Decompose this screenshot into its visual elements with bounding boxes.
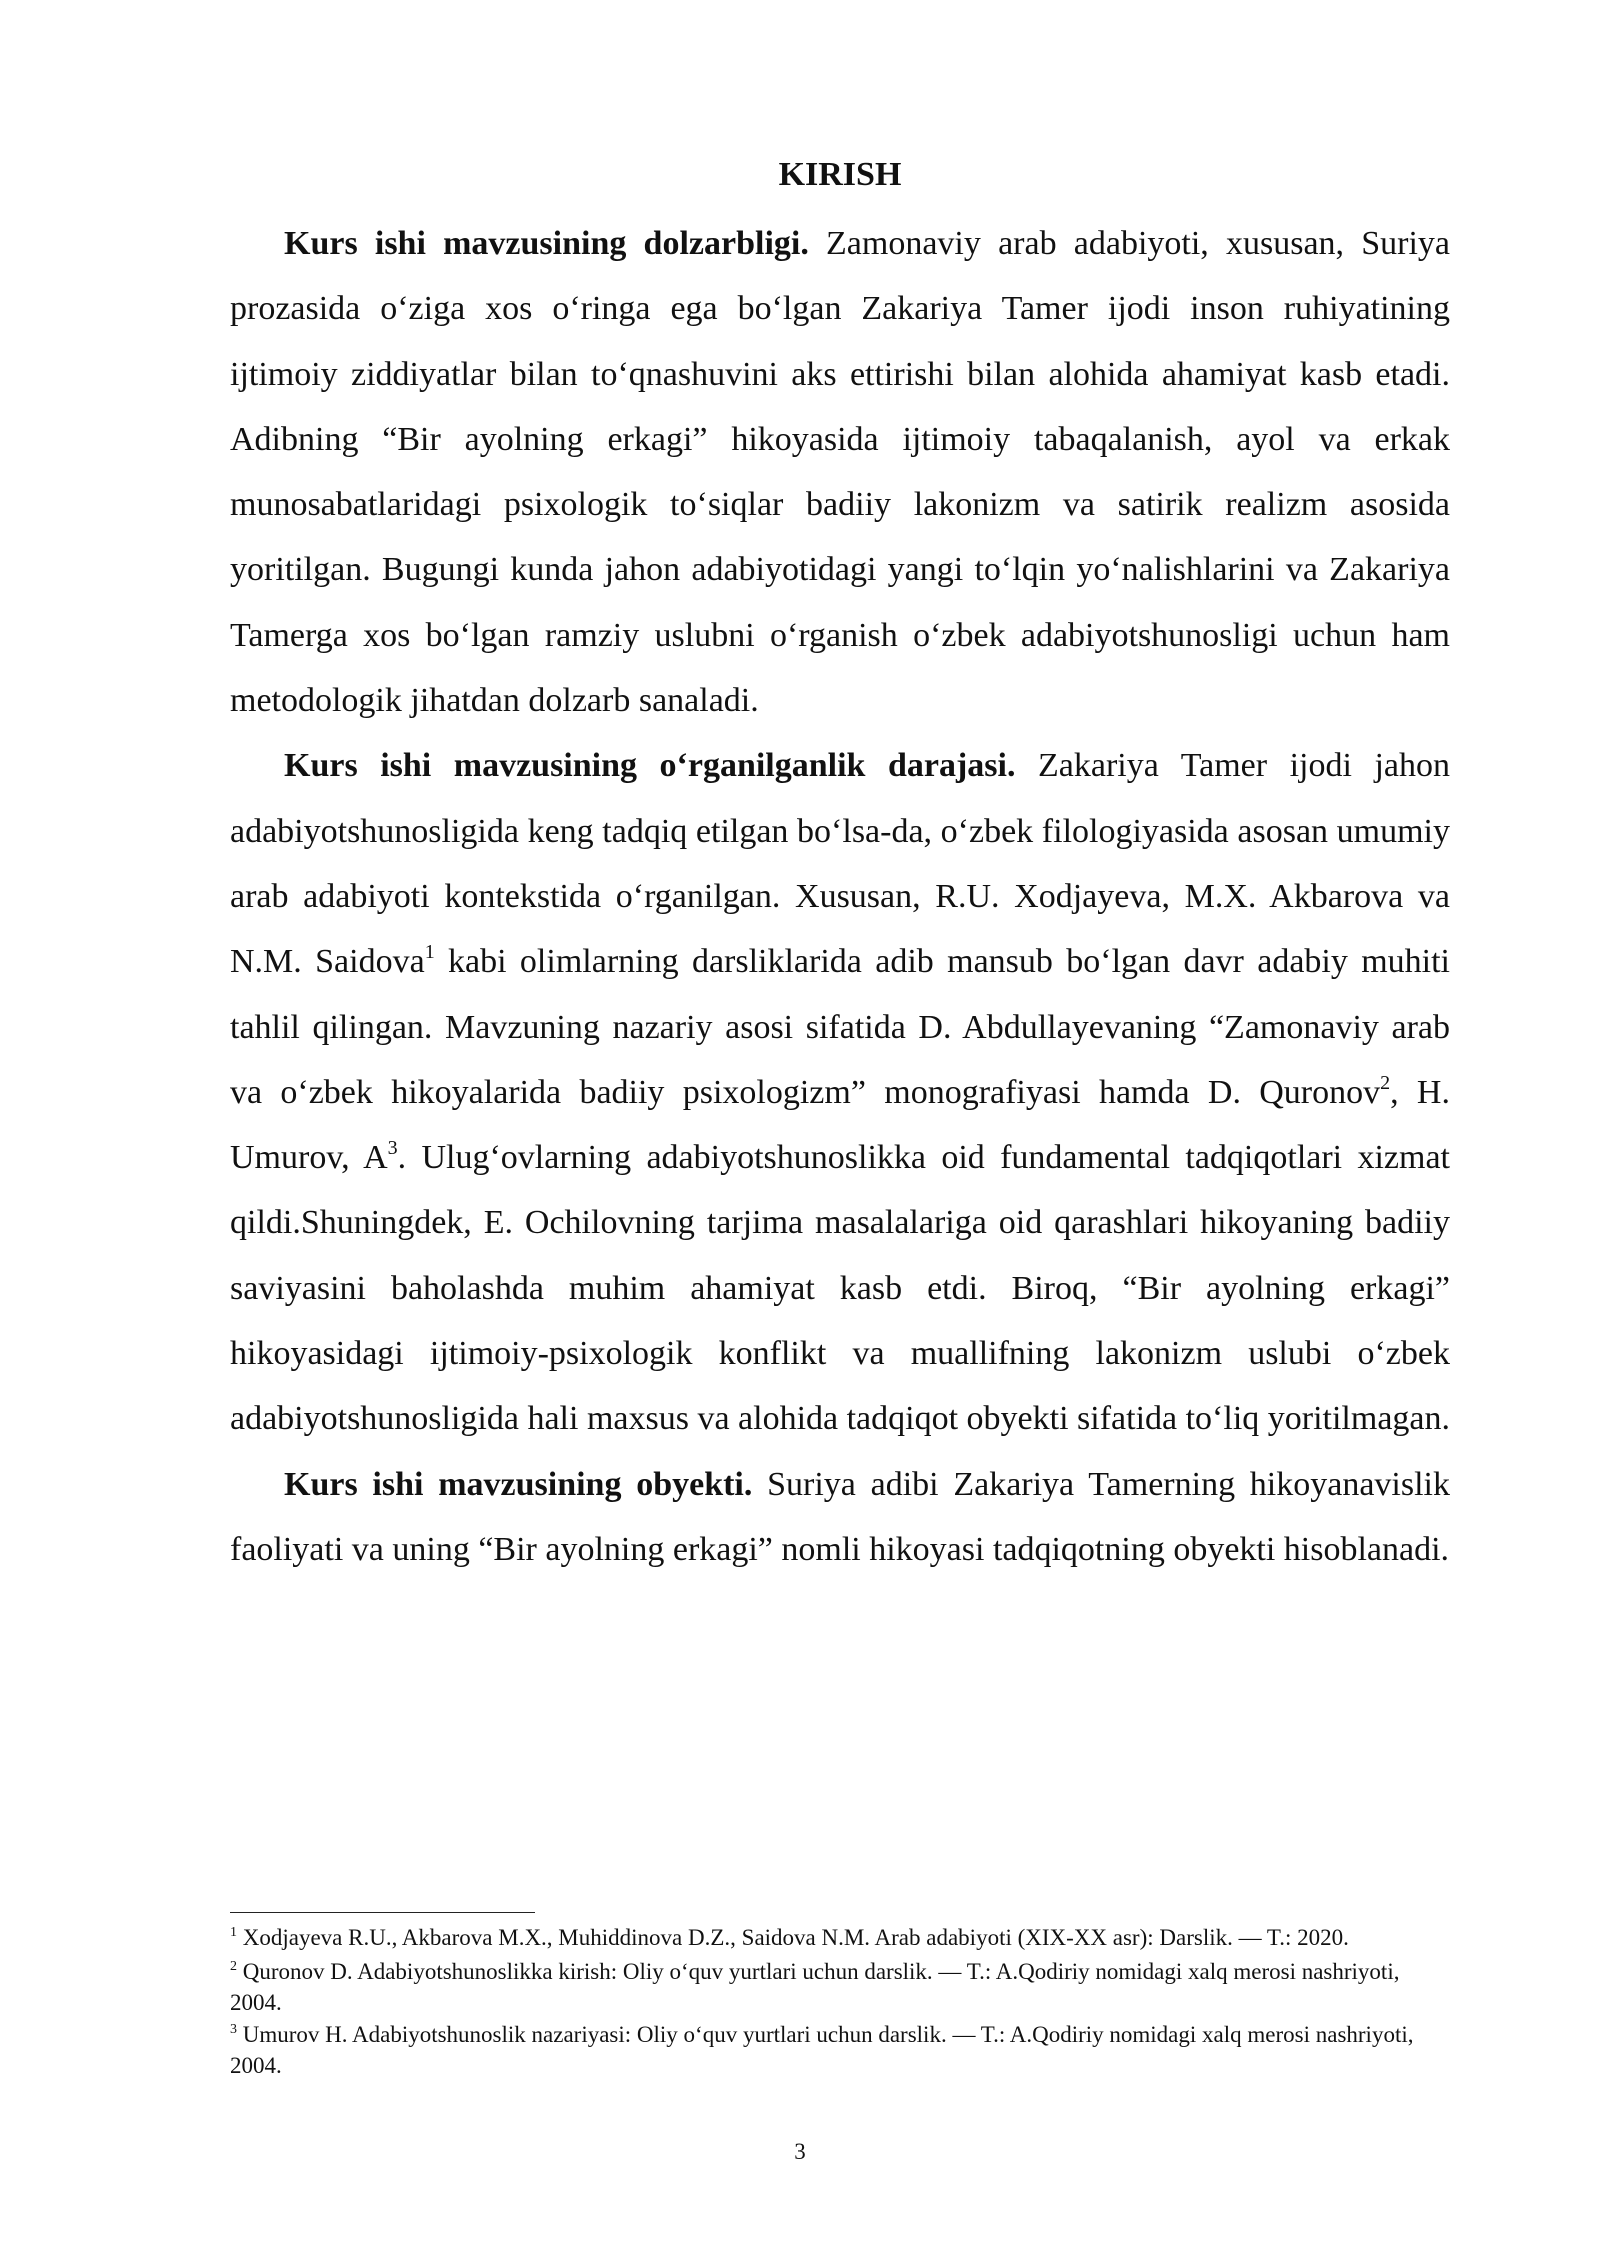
paragraph-study-degree-title: Kurs ishi mavzusining o‘rganilganlik darajasi. (284, 747, 1016, 785)
footnote-ref-1[interactable]: 1 (424, 941, 435, 964)
footnote-ref-3[interactable]: 3 (387, 1137, 398, 1160)
page-number: 3 (794, 2139, 806, 2164)
paragraph-study-degree (230, 733, 1450, 1451)
page-title: KIRISH (778, 156, 902, 193)
paragraph-study-degree-text-a: Zakariya Tamer ijodi jahon adabiyotshunosligida keng tadqiq etilgan bo‘lsa-da, o‘zbek filologiyasida asosan umumiy arab adabiyoti kontekstida o‘rganilgan. Xususan, R.U. Xodjayeva, M.X. Akbarova va N.M. Saidova (230, 747, 1451, 981)
paragraph-relevance-text: Zamonaviy arab adabiyoti, xususan, Suriya prozasida o‘ziga xos o‘ringa ega bo‘lgan Zakariya Tamer ijodi inson ruhiyatining ijtimoiy ziddiyatlar bilan to‘qnashuvini aks ettirishi bilan alohida ahamiyat kasb etadi. Adibning “Bir ayolning erkagi” hikoyasida ijtimoiy tabaqalanish, ayol va erkak munosabatlaridagi psixologik to‘siqlar badiiy lakonizm va satirik realizm asosida yoritilgan. Bugungi kunda jahon adabiyotidagi yangi to‘lqin yo‘nalishlarini va Zakariya Tamerga xos bo‘lgan ramziy uslubni o‘rganish o‘zbek adabiyotshunosligi uchun ham metodologik jihatdan dolzarb sanaladi. (230, 225, 1450, 720)
footnote-2-number: 2 (230, 1958, 237, 1974)
footnote-1-text: Xodjayeva R.U., Akbarova M.X., Muhiddinova D.Z., Saidova N.M. Arab adabiyoti (XIX-XX asr): Darslik. — T.: 2020. (237, 1925, 1349, 1950)
footnotes (230, 1922, 1450, 2082)
paragraph-object (230, 1452, 1450, 1583)
paragraph-study-degree-text-c: , H. Umurov, A (230, 1073, 1450, 1177)
footnote-ref-2[interactable]: 2 (1380, 1071, 1391, 1094)
footnote-2-text: Quronov D. Adabiyotshunoslikka kirish: Oliy o‘quv yurtlari uchun darslik. — T.: A.Qodiriy nomidagi xalq merosi nashriyoti, 2004. (230, 1958, 1400, 2015)
footnote-1 (230, 1922, 1450, 1954)
paragraph-relevance (230, 211, 1450, 733)
paragraph-study-degree-text-d: . Ulug‘ovlarning adabiyotshunoslikka oid fundamental tadqiqotlari xizmat qildi.Shuningdek, E. Ochilovning tarjima masalalariga oid qarashlari hikoyaning badiiy saviyasini baholashda muhim ahamiyat kasb etdi. Biroq, “Bir ayolning erkagi” hikoyasidagi ijtimoiy-psixologik konflikt va muallifning lakonizm uslubi o‘zbek adabiyotshunosligida hali maxsus va alohida tadqiqot obyekti sifatida to‘liq yoritilmagan. (230, 1139, 1450, 1438)
paragraph-study-degree-text-b: kabi olimlarning darsliklarida adib mansub bo‘lgan davr adabiy muhiti tahlil qilingan. Mavzuning nazariy asosi sifatida D. Abdullayevaning “Zamonaviy arab va o‘zbek hikoyalarida badiiy psixologizm” monografiyasi hamda D. Quronov (230, 943, 1451, 1111)
paragraph-relevance-title: Kurs ishi mavzusining dolzarbligi. (284, 225, 809, 262)
footnote-3-number: 3 (230, 2021, 237, 2037)
paragraph-object-text: Suriya adibi Zakariya Tamerning hikoyanavislik faoliyati va uning “Bir ayolning erkagi” nomli hikoyasi tadqiqotning obyekti hisoblanadi. (230, 1465, 1451, 1568)
main-content (230, 145, 1450, 1582)
footnote-separator (230, 1912, 535, 1913)
footnote-2 (230, 1956, 1450, 2019)
paragraph-object-title: Kurs ishi mavzusining obyekti. (284, 1465, 753, 1503)
footnote-3-text: Umurov H. Adabiyotshunoslik nazariyasi: Oliy o‘quv yurtlari uchun darslik. — T.: A.Qodiriy nomidagi xalq merosi nashriyoti, 2004. (230, 2021, 1414, 2078)
footnote-1-number: 1 (230, 1925, 237, 1940)
footnote-3 (230, 2019, 1450, 2082)
